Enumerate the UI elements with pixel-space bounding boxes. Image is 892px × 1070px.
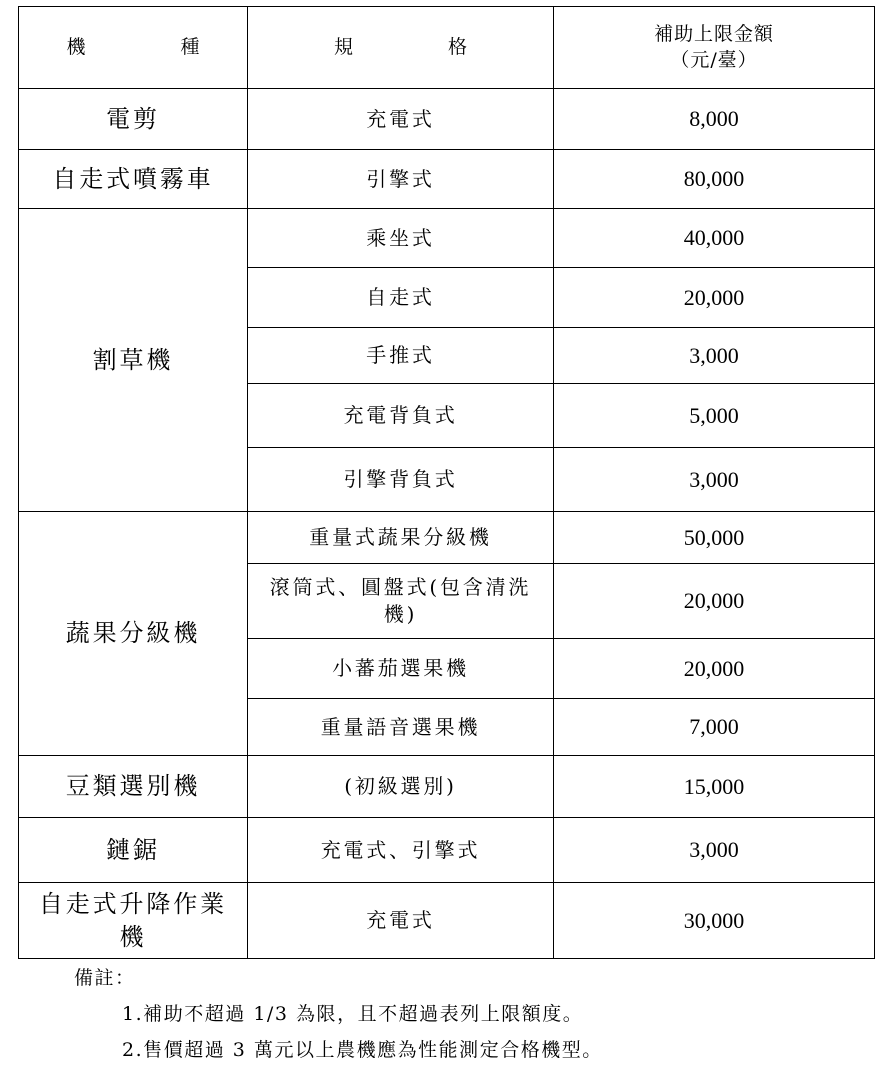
amount-cell: 40,000	[554, 209, 875, 268]
machine-line: 自走式升降作業	[38, 890, 228, 919]
amount-cell: 20,000	[554, 639, 875, 699]
spec-cell: 重量式蔬果分級機	[248, 512, 554, 564]
spec-cell: 充電式	[248, 883, 554, 959]
header-amount	[554, 7, 875, 89]
amount-cell: 5,000	[554, 384, 875, 448]
note-item: 2.售價超過 3 萬元以上農機應為性能測定合格機型。	[122, 1039, 603, 1061]
notes-title: 備註：	[74, 967, 136, 989]
amount-cell: 3,000	[554, 448, 875, 512]
spec-line: 滾筒式、圓盤式(包含清洗	[269, 575, 532, 599]
spec-cell: 乘坐式	[248, 209, 554, 268]
header-amount-line2: （元/臺）	[670, 48, 758, 71]
note-item: 1.補助不超過 1/3 為限，且不超過表列上限額度。	[122, 1003, 584, 1025]
amount-cell: 30,000	[554, 883, 875, 959]
notes-section	[74, 960, 603, 1068]
machine-line: 機	[119, 922, 147, 951]
spec-cell: 自走式	[248, 268, 554, 328]
spec-cell: 引擎式	[248, 150, 554, 209]
spec-cell: 充電式	[248, 89, 554, 150]
table-row	[19, 756, 875, 818]
subsidy-table	[18, 6, 875, 959]
machine-name: 自走式噴霧車	[19, 150, 248, 209]
amount-cell: 50,000	[554, 512, 875, 564]
header-machine-type: 機 種	[19, 7, 248, 89]
spec-cell	[248, 564, 554, 639]
amount-cell: 15,000	[554, 756, 875, 818]
spec-cell: 手推式	[248, 328, 554, 384]
machine-name: 鏈鋸	[19, 818, 248, 883]
amount-cell: 3,000	[554, 818, 875, 883]
machine-name: 割草機	[19, 209, 248, 512]
table-row	[19, 209, 875, 268]
table-row	[19, 818, 875, 883]
amount-cell: 8,000	[554, 89, 875, 150]
header-amount-line1: 補助上限金額	[654, 22, 774, 45]
machine-name: 蔬果分級機	[19, 512, 248, 756]
table-row	[19, 512, 875, 564]
amount-cell: 7,000	[554, 699, 875, 756]
machine-name	[19, 883, 248, 959]
spec-cell: 充電背負式	[248, 384, 554, 448]
spec-cell: 重量語音選果機	[248, 699, 554, 756]
header-specification: 規 格	[248, 7, 554, 89]
spec-cell: 充電式、引擎式	[248, 818, 554, 883]
amount-cell: 20,000	[554, 564, 875, 639]
machine-name: 豆類選別機	[19, 756, 248, 818]
table-row	[19, 150, 875, 209]
spec-line: 機)	[383, 602, 418, 626]
amount-cell: 80,000	[554, 150, 875, 209]
table-row	[19, 883, 875, 959]
spec-cell: 引擎背負式	[248, 448, 554, 512]
spec-cell: 小蕃茄選果機	[248, 639, 554, 699]
amount-cell: 3,000	[554, 328, 875, 384]
header-row	[19, 7, 875, 89]
amount-cell: 20,000	[554, 268, 875, 328]
machine-name: 電剪	[19, 89, 248, 150]
spec-cell: (初級選別)	[248, 756, 554, 818]
table-row	[19, 89, 875, 150]
